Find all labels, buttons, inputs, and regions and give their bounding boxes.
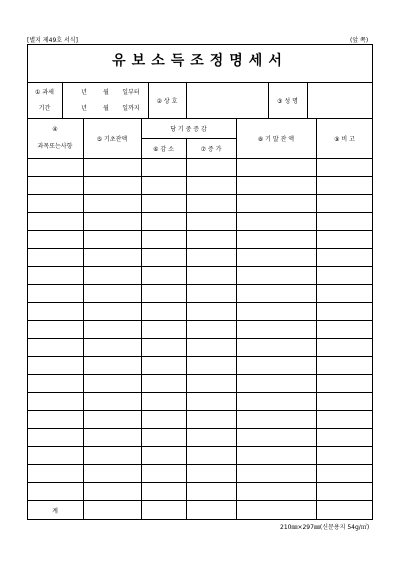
col-opening-balance: ⑤ 기초잔액 bbox=[96, 135, 128, 143]
col-closing-balance: ⑧ 기 말 잔 액 bbox=[257, 135, 295, 143]
from-year-label: 년 bbox=[81, 89, 87, 96]
table-row bbox=[27, 428, 373, 429]
from-day-label: 일부터 bbox=[122, 89, 140, 96]
table-row bbox=[27, 194, 373, 195]
to-month-label: 월 bbox=[103, 105, 109, 112]
table-row bbox=[27, 410, 373, 411]
table-row bbox=[27, 356, 373, 357]
name-field[interactable] bbox=[307, 82, 373, 118]
table-row bbox=[27, 464, 373, 465]
col-current-change-group: 당 기 중 증 감 bbox=[170, 125, 207, 133]
col-divider-2 bbox=[141, 118, 142, 520]
col-divider-5 bbox=[316, 118, 317, 520]
table-row bbox=[27, 320, 373, 321]
table-row bbox=[27, 284, 373, 285]
table-row bbox=[27, 482, 373, 483]
col-divider-3 bbox=[186, 138, 187, 520]
table-row bbox=[27, 446, 373, 447]
column-header-divider bbox=[27, 158, 373, 159]
col-increase: ⑦ 증 가 bbox=[200, 145, 222, 153]
form-number: [별지 제49호 서식] bbox=[27, 37, 78, 44]
company-field[interactable] bbox=[186, 82, 268, 118]
table-row bbox=[27, 374, 373, 375]
company-label: ② 상 호 bbox=[156, 97, 178, 105]
form-title: 유보소득조정명세서 bbox=[112, 53, 288, 69]
from-month-label: 월 bbox=[103, 89, 109, 96]
period-label-divider bbox=[62, 82, 63, 118]
total-label: 계 bbox=[52, 507, 58, 515]
period-label-line2: 기간 bbox=[38, 105, 51, 112]
table-row bbox=[27, 212, 373, 213]
page-side-label: (앞 쪽) bbox=[350, 37, 369, 44]
table-row bbox=[27, 248, 373, 249]
table-row bbox=[27, 176, 373, 177]
col-divider-1 bbox=[83, 118, 84, 520]
to-day-label: 일까지 bbox=[122, 105, 140, 112]
name-label: ③ 성 명 bbox=[277, 97, 298, 105]
col-account-number: ④ bbox=[52, 125, 58, 133]
table-row bbox=[27, 266, 373, 267]
period-label-line1: ① 과세 bbox=[35, 89, 54, 96]
col-account-label: 과목또는사항 bbox=[37, 142, 73, 150]
to-year-label: 년 bbox=[81, 105, 87, 112]
table-row bbox=[27, 338, 373, 339]
table-row bbox=[27, 230, 373, 231]
paper-spec: 210㎜×297㎜(신문용지 54g/㎡) bbox=[280, 524, 370, 531]
col-divider-4 bbox=[236, 118, 237, 520]
col-decrease: ⑥ 감 소 bbox=[153, 145, 174, 153]
col-remarks: ⑨ 비 고 bbox=[334, 135, 355, 143]
table-row bbox=[27, 302, 373, 303]
table-row bbox=[27, 392, 373, 393]
